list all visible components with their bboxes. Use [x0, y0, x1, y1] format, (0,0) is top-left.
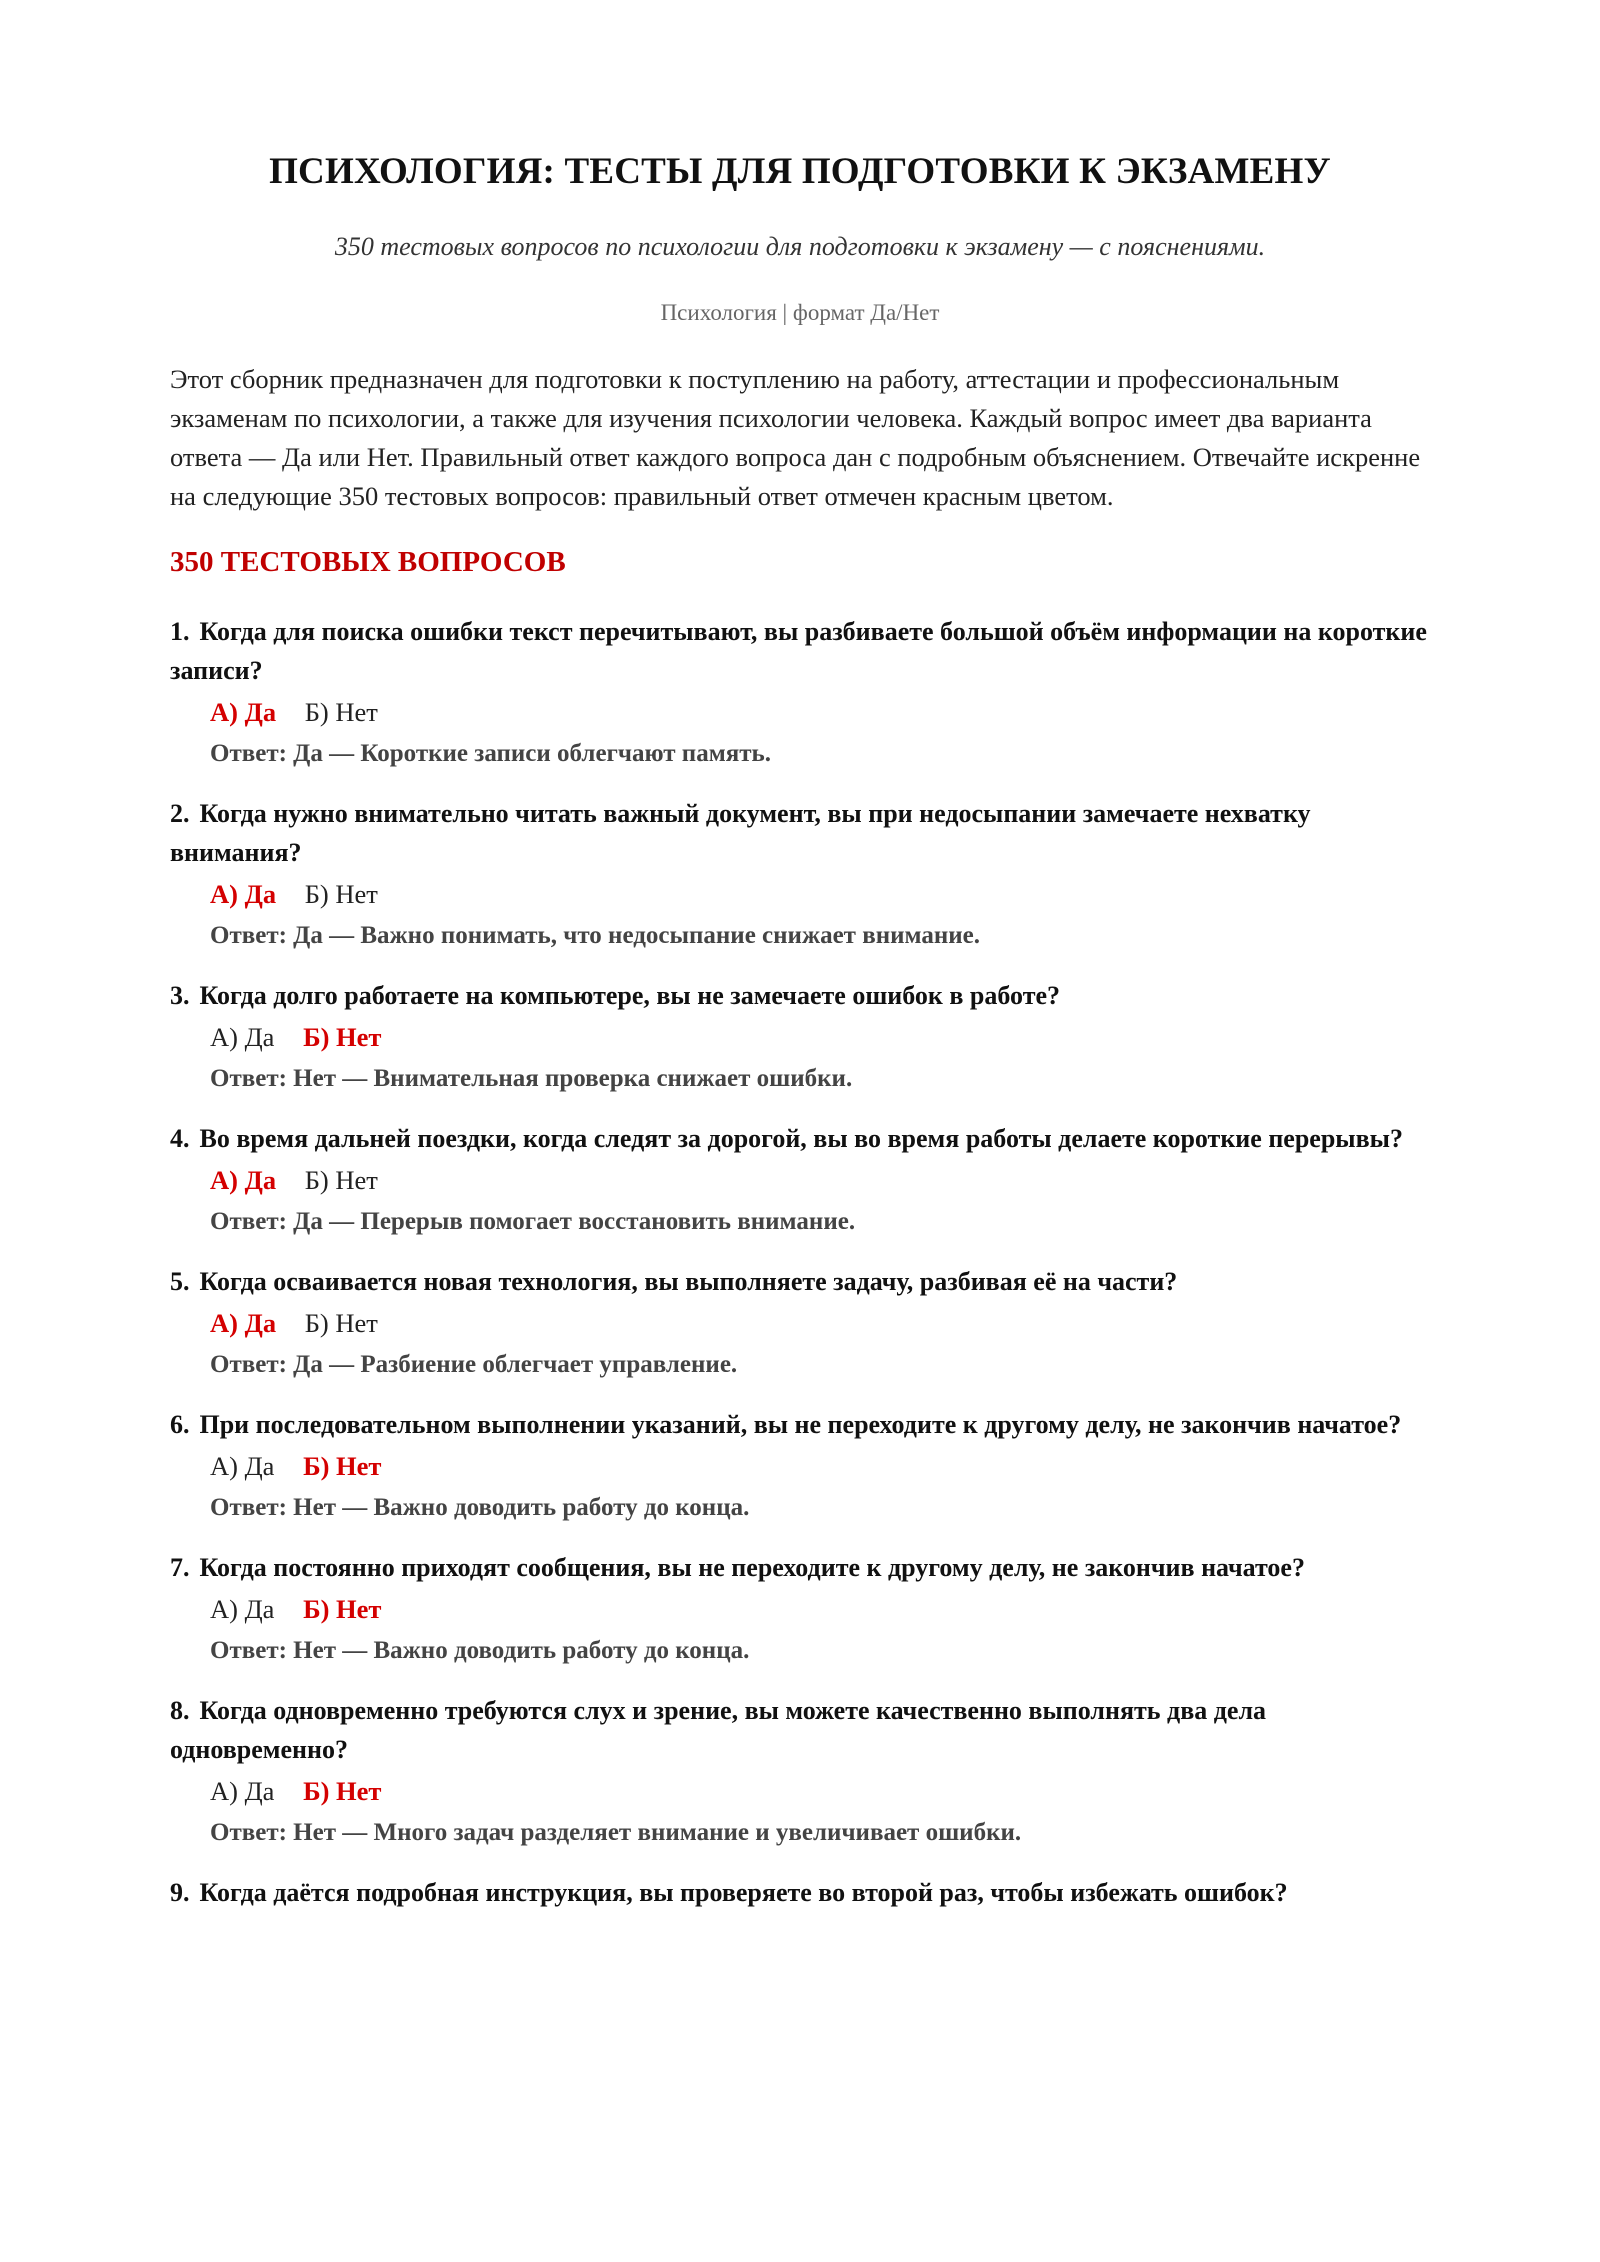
- question-item: [170, 794, 1430, 956]
- question-number: 5.: [170, 1266, 190, 1296]
- question-body: Когда нужно внимательно читать важный документ, вы при недосыпании замечаете нехватку внимания?: [170, 798, 1311, 867]
- option-a[interactable]: А) Да: [210, 1307, 277, 1338]
- question-options: [210, 1446, 1430, 1486]
- question-body: Когда для поиска ошибки текст перечитывают, вы разбиваете большой объём информации на короткие записи?: [170, 616, 1427, 685]
- option-b[interactable]: Б) Нет: [304, 1164, 378, 1195]
- question-number: 6.: [170, 1409, 190, 1439]
- answer-explanation: Ответ: Да — Разбиение облегчает управление.: [210, 1350, 738, 1378]
- answer-explanation: Ответ: Нет — Много задач разделяет внимание и увеличивает ошибки.: [210, 1818, 1022, 1846]
- document-title: ПСИХОЛОГИЯ: ТЕСТЫ ДЛЯ ПОДГОТОВКИ К ЭКЗАМЕНУ: [269, 151, 1331, 192]
- answer-explanation: Ответ: Да — Важно понимать, что недосыпание снижает внимание.: [210, 921, 981, 949]
- answer-explanation: Ответ: Нет — Внимательная проверка снижает ошибки.: [210, 1064, 853, 1092]
- question-list: [170, 612, 1430, 1912]
- question-text: [170, 1873, 1430, 1912]
- question-number: 7.: [170, 1552, 190, 1582]
- question-number: 2.: [170, 798, 190, 828]
- option-b[interactable]: Б) Нет: [304, 696, 378, 727]
- question-number: 4.: [170, 1123, 190, 1153]
- option-a[interactable]: А) Да: [210, 1164, 277, 1195]
- question-body: Во время дальней поездки, когда следят за дорогой, вы во время работы делаете короткие перерывы?: [199, 1123, 1403, 1153]
- answer-explanation: Ответ: Нет — Важно доводить работу до конца.: [210, 1493, 750, 1521]
- option-a[interactable]: А) Да: [210, 1775, 275, 1806]
- question-text: [170, 1548, 1430, 1587]
- question-text: [170, 1262, 1430, 1301]
- question-number: 9.: [170, 1877, 190, 1907]
- question-text: [170, 976, 1430, 1015]
- option-b[interactable]: Б) Нет: [303, 1021, 382, 1052]
- question-options: [210, 1160, 1430, 1200]
- document-meta: Психология | формат Да/Нет: [660, 300, 940, 326]
- question-options: [210, 692, 1430, 732]
- question-item: [170, 1119, 1430, 1242]
- question-item: [170, 1405, 1430, 1528]
- section-heading: 350 ТЕСТОВЫХ ВОПРОСОВ: [170, 546, 566, 579]
- option-a[interactable]: А) Да: [210, 696, 277, 727]
- question-number: 8.: [170, 1695, 190, 1725]
- option-a[interactable]: А) Да: [210, 1021, 275, 1052]
- question-text: [170, 1119, 1430, 1158]
- question-text: [170, 794, 1430, 872]
- question-number: 1.: [170, 616, 190, 646]
- question-body: Когда постоянно приходят сообщения, вы не переходите к другому делу, не закончив начатое?: [199, 1552, 1305, 1582]
- question-body: Когда даётся подробная инструкция, вы проверяете во второй раз, чтобы избежать ошибок?: [199, 1877, 1288, 1907]
- option-b[interactable]: Б) Нет: [303, 1775, 382, 1806]
- question-options: [210, 874, 1430, 914]
- question-body: При последовательном выполнении указаний, вы не переходите к другому делу, не закончив начатое?: [199, 1409, 1402, 1439]
- option-a[interactable]: А) Да: [210, 1593, 275, 1624]
- option-a[interactable]: А) Да: [210, 878, 277, 909]
- question-item: [170, 1262, 1430, 1385]
- question-number: 3.: [170, 980, 190, 1010]
- question-item: [170, 612, 1430, 774]
- question-options: [210, 1771, 1430, 1811]
- question-body: Когда долго работаете на компьютере, вы не замечаете ошибок в работе?: [199, 980, 1061, 1010]
- question-text: [170, 612, 1430, 690]
- question-options: [210, 1589, 1430, 1629]
- question-options: [210, 1303, 1430, 1343]
- option-b[interactable]: Б) Нет: [304, 878, 378, 909]
- question-body: Когда осваивается новая технология, вы выполняете задачу, разбивая её на части?: [199, 1266, 1178, 1296]
- question-item: [170, 1873, 1430, 1912]
- question-text: [170, 1405, 1430, 1444]
- question-text: [170, 1691, 1430, 1769]
- option-b[interactable]: Б) Нет: [303, 1450, 382, 1481]
- option-a[interactable]: А) Да: [210, 1450, 275, 1481]
- document-subtitle: 350 тестовых вопросов по психологии для подготовки к экзамену — с пояснениями.: [334, 232, 1266, 262]
- question-item: [170, 1548, 1430, 1671]
- question-item: [170, 976, 1430, 1099]
- answer-explanation: Ответ: Нет — Важно доводить работу до конца.: [210, 1636, 750, 1664]
- intro-paragraph: Этот сборник предназначен для подготовки к поступлению на работу, аттестации и профессиональным экзаменам по психологии, а также для изучения психологии человека. Каждый вопрос имеет два варианта ответа — Да или Нет. Правильный ответ каждого вопроса дан с подробным объяснением. Отвечайте искренне на следующие 350 тестовых вопросов: правильный ответ отмечен красным цветом.: [170, 364, 1421, 512]
- option-b[interactable]: Б) Нет: [303, 1593, 382, 1624]
- question-item: [170, 1691, 1430, 1853]
- option-b[interactable]: Б) Нет: [304, 1307, 378, 1338]
- answer-explanation: Ответ: Да — Перерыв помогает восстановить внимание.: [210, 1207, 856, 1235]
- question-body: Когда одновременно требуются слух и зрение, вы можете качественно выполнять два дела одновременно?: [170, 1695, 1267, 1764]
- question-options: [210, 1017, 1430, 1057]
- answer-explanation: Ответ: Да — Короткие записи облегчают память.: [210, 739, 772, 767]
